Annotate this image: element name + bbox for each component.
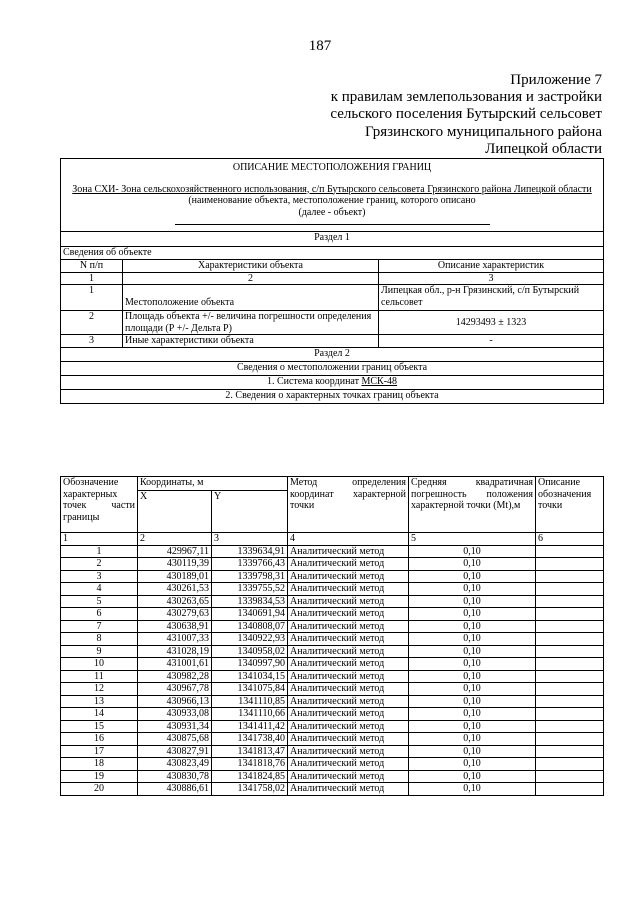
table-row [61,595,604,608]
column-number: 1 [61,533,138,546]
method: Аналитический метод [288,683,409,696]
table-row [61,633,604,646]
page-number: 187 [308,38,332,54]
point-description [536,758,604,771]
coordinate-x: 430119,39 [138,558,212,571]
coordinate-y: 1341075,84 [212,683,288,696]
coordinate-y: 1339798,31 [212,570,288,583]
point-number: 1 [61,545,138,558]
coordinate-x: 430261,53 [138,583,212,596]
table-row [61,558,604,571]
method: Аналитический метод [288,658,409,671]
coordinate-y: 1341738,40 [212,733,288,746]
points-body [61,545,604,795]
coordinate-y: 1340958,02 [212,645,288,658]
accuracy: 0,10 [409,733,536,746]
coordinate-y: 1341411,42 [212,720,288,733]
coordinate-y: 1341758,02 [212,783,288,796]
table-row [61,758,604,771]
coordinate-x: 430279,63 [138,608,212,621]
header-row [61,477,604,491]
accuracy: 0,10 [409,558,536,571]
coordinate-y: 1339634,91 [212,545,288,558]
coordinate-system-name: МСК-48 [361,375,398,387]
accuracy: 0,10 [409,595,536,608]
point-description [536,720,604,733]
method: Аналитический метод [288,720,409,733]
characteristic-name: Местоположение объекта [123,285,379,311]
point-description [536,595,604,608]
characteristic-row [61,311,604,335]
header-coordinates: Координаты, м [138,477,288,491]
method: Аналитический метод [288,608,409,621]
method: Аналитический метод [288,708,409,721]
divider [175,224,490,225]
table-row [61,683,604,696]
coordinate-y: 1340922,93 [212,633,288,646]
coordinate-y: 1341813,47 [212,745,288,758]
method: Аналитический метод [288,783,409,796]
appendix-line: Приложение 7 [510,72,602,88]
point-number: 14 [61,708,138,721]
point-number: 4 [61,583,138,596]
column-number-row [61,533,604,546]
point-description [536,545,604,558]
accuracy: 0,10 [409,683,536,696]
point-description [536,658,604,671]
method: Аналитический метод [288,633,409,646]
appendix-header [330,72,602,158]
row-number: 2 [61,311,123,335]
point-description [536,708,604,721]
table-row [61,783,604,796]
coordinate-x: 430875,68 [138,733,212,746]
method: Аналитический метод [288,745,409,758]
method: Аналитический метод [288,595,409,608]
characteristic-value: Липецкая обл., р-н Грязинский, с/п Бутырский сельсовет [379,285,604,311]
coordinate-y: 1341818,76 [212,758,288,771]
coordinate-x: 430827,91 [138,745,212,758]
column-number: 2 [123,272,379,285]
coordinate-x: 431028,19 [138,645,212,658]
column-header-characteristics: Характеристики объекта [123,260,379,273]
accuracy: 0,10 [409,658,536,671]
point-number: 7 [61,620,138,633]
coordinate-x: 430933,08 [138,708,212,721]
location-info-heading: Сведения о местоположении границ объекта [61,361,604,375]
table-row [61,570,604,583]
appendix-line: к правилам землепользования и застройки [330,89,602,106]
column-header-description: Описание характеристик [379,260,604,273]
coordinate-x: 430886,61 [138,783,212,796]
accuracy: 0,10 [409,695,536,708]
row-number: 1 [61,285,123,311]
accuracy: 0,10 [409,608,536,621]
method: Аналитический метод [288,695,409,708]
accuracy: 0,10 [409,545,536,558]
point-description [536,683,604,696]
point-description [536,695,604,708]
table-row [61,720,604,733]
coordinate-y: 1341824,85 [212,770,288,783]
appendix-line: Липецкой области [485,140,602,157]
header-designation: Обозначение характерных точек части границы [61,477,138,533]
table-row [61,670,604,683]
characteristic-name: Площадь объекта +/- величина погрешности определения площади (Р +/- Дельта Р) [123,311,379,335]
coordinate-x: 430263,65 [138,595,212,608]
accuracy: 0,10 [409,770,536,783]
coordinate-x: 430931,34 [138,720,212,733]
object-info-heading: Сведения об объекте [61,247,604,260]
accuracy: 0,10 [409,670,536,683]
point-number: 9 [61,645,138,658]
point-number: 10 [61,658,138,671]
accuracy: 0,10 [409,633,536,646]
method: Аналитический метод [288,558,409,571]
table-row [61,545,604,558]
header-point-description: Описание обозначения точки [536,477,604,533]
object-name: Зона СХИ- Зона сельскохозяйственного использования, с/п Бутырского сельсовета Грязинского района Липецкой области [72,183,592,195]
point-description [536,620,604,633]
coordinate-y: 1340808,07 [212,620,288,633]
point-number: 20 [61,783,138,796]
table-row [61,708,604,721]
coordinate-x: 429967,11 [138,545,212,558]
coordinate-x: 430967,78 [138,683,212,696]
column-number: 2 [138,533,212,546]
accuracy: 0,10 [409,783,536,796]
characteristic-points-table [60,476,604,796]
point-description [536,645,604,658]
point-number: 16 [61,733,138,746]
coordinate-system [61,375,604,389]
accuracy: 0,10 [409,708,536,721]
table-row [61,770,604,783]
point-number: 15 [61,720,138,733]
coordinate-y: 1341034,15 [212,670,288,683]
point-number: 13 [61,695,138,708]
coordinate-x: 430982,28 [138,670,212,683]
characteristic-value: 14293493 ± 1323 [379,311,604,335]
accuracy: 0,10 [409,720,536,733]
method: Аналитический метод [288,770,409,783]
title-cell [61,159,604,232]
coordinate-system-prefix: 1. Система координат [266,375,362,387]
coordinate-y: 1339834,53 [212,595,288,608]
accuracy: 0,10 [409,758,536,771]
coordinate-y: 1340997,90 [212,658,288,671]
point-number: 8 [61,633,138,646]
title-row [61,159,604,232]
table-row [61,583,604,596]
point-number: 11 [61,670,138,683]
coordinate-x: 430638,91 [138,620,212,633]
column-number: 1 [61,272,123,285]
point-description [536,608,604,621]
column-number: 4 [288,533,409,546]
point-description [536,770,604,783]
method: Аналитический метод [288,620,409,633]
appendix-line: сельского поселения Бутырский сельсовет [330,106,602,123]
method: Аналитический метод [288,583,409,596]
table-row [61,620,604,633]
table-row [61,608,604,621]
table-row [61,695,604,708]
header-method: Метод определения координат характерной точки [288,477,409,533]
point-number: 6 [61,608,138,621]
point-description [536,558,604,571]
coordinate-x: 430189,01 [138,570,212,583]
method: Аналитический метод [288,670,409,683]
accuracy: 0,10 [409,620,536,633]
coordinate-y: 1339766,43 [212,558,288,571]
characteristic-row [61,285,604,311]
point-description [536,733,604,746]
characteristic-row [61,335,604,348]
table-row [61,658,604,671]
characteristic-name: Иные характеристики объекта [123,335,379,348]
column-number: 6 [536,533,604,546]
point-description [536,583,604,596]
characteristic-value: - [379,335,604,348]
coordinate-x: 430966,13 [138,695,212,708]
coordinate-x: 430830,78 [138,770,212,783]
object-caption: (далее - объект) [298,206,366,218]
coordinate-y: 1341110,85 [212,695,288,708]
column-number: 3 [212,533,288,546]
point-description [536,570,604,583]
row-number: 3 [61,335,123,348]
point-number: 3 [61,570,138,583]
header-y: Y [212,490,288,532]
document-title: ОПИСАНИЕ МЕСТОПОЛОЖЕНИЯ ГРАНИЦ [232,162,432,173]
method: Аналитический метод [288,645,409,658]
column-number: 5 [409,533,536,546]
table-row [61,645,604,658]
method: Аналитический метод [288,733,409,746]
coordinate-x: 431001,61 [138,658,212,671]
accuracy: 0,10 [409,745,536,758]
header-x: X [138,490,212,532]
method: Аналитический метод [288,758,409,771]
point-description [536,670,604,683]
method: Аналитический метод [288,545,409,558]
object-caption: (наименование объекта, местоположение границ, которого описано [188,195,476,206]
point-number: 5 [61,595,138,608]
method: Аналитический метод [288,570,409,583]
accuracy: 0,10 [409,570,536,583]
point-description [536,745,604,758]
appendix-line: Грязинского муниципального района [365,123,602,140]
section-2-heading: Раздел 2 [61,347,604,361]
boundary-description-table [60,158,604,404]
coordinate-x: 431007,33 [138,633,212,646]
point-number: 2 [61,558,138,571]
table-row [61,733,604,746]
points-info-heading: 2. Сведения о характерных точках границ объекта [61,389,604,403]
accuracy: 0,10 [409,645,536,658]
point-number: 19 [61,770,138,783]
point-number: 12 [61,683,138,696]
coordinate-y: 1341110,66 [212,708,288,721]
header-accuracy: Средняя квадратичная погрешность положения характерной точки (Mt),м [409,477,536,533]
point-description [536,633,604,646]
point-number: 18 [61,758,138,771]
coordinate-y: 1340691,94 [212,608,288,621]
accuracy: 0,10 [409,583,536,596]
section-1-heading: Раздел 1 [61,232,604,247]
coordinate-y: 1339755,52 [212,583,288,596]
table-row [61,745,604,758]
column-number: 3 [379,272,604,285]
column-header-np: N п/п [61,260,123,273]
coordinate-x: 430823,49 [138,758,212,771]
point-description [536,783,604,796]
point-number: 17 [61,745,138,758]
